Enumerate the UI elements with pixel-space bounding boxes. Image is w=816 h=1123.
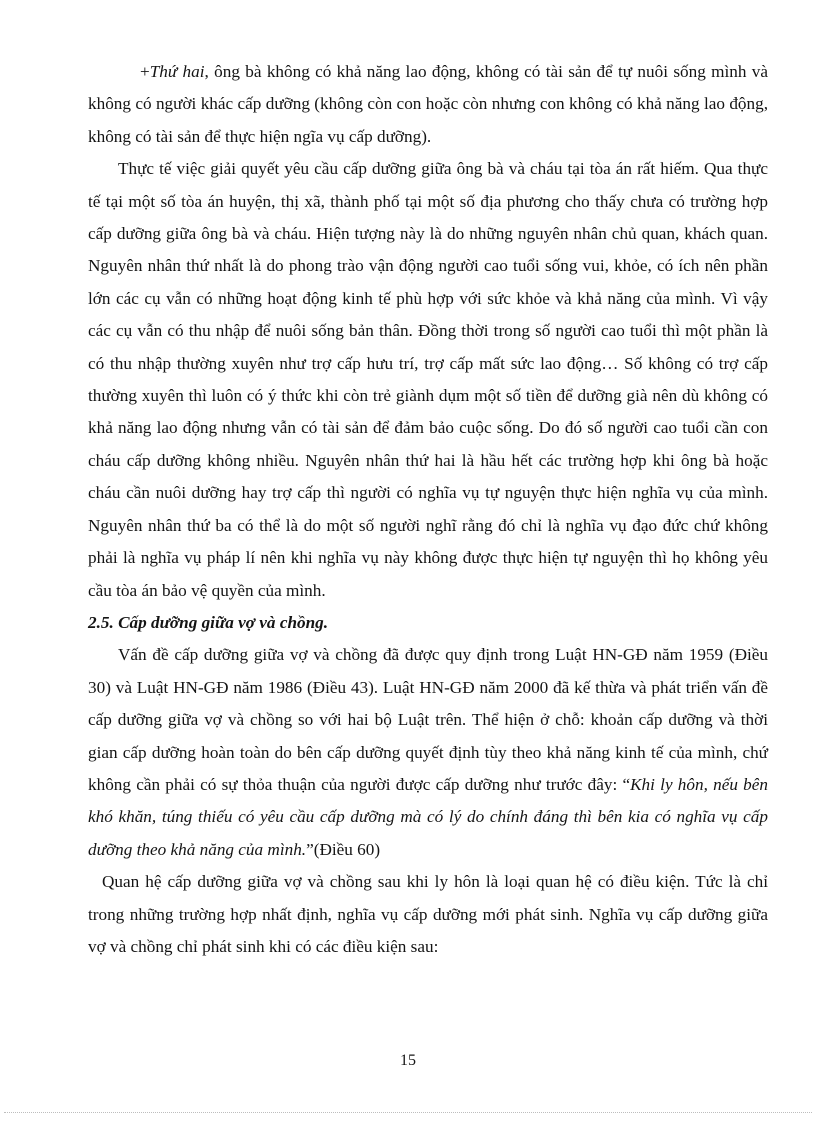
paragraph-thuc-te: Thực tế việc giải quyết yêu cầu cấp dưỡng giữa ông bà và cháu tại tòa án rất hiếm. Qua thực tế tại một số tòa án huyện, thị xã, thành phố tại một số địa phương cho thấy chưa có trường hợp cấp dưỡng giữa ông bà và cháu. Hiện tượng này là do những nguyên nhân chủ quan, khách quan. Nguyên nhân thứ nhất là do phong trào vận động người cao tuổi sống vui, khỏe, có ích nên phần lớn các cụ vẫn có những hoạt động kinh tế phù hợp với sức khỏe và khả năng của mình. Vì vậy các cụ vẫn có thu nhập để nuôi sống bản thân. Đồng thời trong số người cao tuổi thì một phần là có thu nhập thường xuyên như trợ cấp hưu trí, trợ cấp mất sức lao động… Số không có trợ cấp thường xuyên thì luôn có ý thức khi còn trẻ giành dụm một số tiền để dưỡng già nên dù không có khả năng lao động nhưng vẫn có tài sản để đảm bảo cuộc sống. Do đó số người cao tuổi cần con cháu cấp dưỡng không nhiều. Nguyên nhân thứ hai là hầu hết các trường hợp khi ông bà hoặc cháu cần nuôi dưỡng hay trợ cấp thì người có nghĩa vụ tự nguyện thực hiện nghĩa vụ của mình. Nguyên nhân thứ ba có thể là do một số người nghĩ rằng đó chỉ là nghĩa vụ đạo đức chứ không phải là nghĩa vụ pháp lí nên khi nghĩa vụ này không được thực hiện tự nguyện thì họ không yêu cầu tòa án bảo vệ quyền của mình. <box>88 159 768 600</box>
law-quote: Khi ly hôn, nếu bên khó khăn, túng thiếu có yêu cầu cấp dưỡng mà có lý do chính đáng thì bên kia có nghĩa vụ cấp dưỡng theo khả năng của mình. <box>88 774 768 859</box>
lead-italic-text: Thứ hai <box>149 62 205 81</box>
paragraph-quan-he: Quan hệ cấp dưỡng giữa vợ và chồng sau khi ly hôn là loại quan hệ có điều kiện. Tức là chỉ trong những trường hợp nhất định, nghĩa vụ cấp dưỡng mới phát sinh. Nghĩa vụ cấp dưỡng giữa vợ và chồng chỉ phát sinh khi có các điều kiện sau: <box>88 872 768 956</box>
paragraph-thu-hai <box>88 56 768 153</box>
page-bottom-divider <box>4 1112 812 1113</box>
paragraph-text: , ông bà không có khả năng lao động, không có tài sản để tự nuôi sống mình và không có người khác cấp dưỡng (không còn con hoặc còn nhưng con không có khả năng lao động, không có tài sản để thực hiện ngĩa vụ cấp dưỡng). <box>88 62 768 146</box>
section-heading: 2.5. Cấp dưỡng giữa vợ và chồng. <box>88 612 329 632</box>
list-marker: + <box>140 62 150 81</box>
paragraph-van-de <box>88 639 768 866</box>
quote-citation: ”(Điều 60) <box>306 839 381 859</box>
document-body <box>88 56 768 963</box>
paragraph-text: Vấn đề cấp dưỡng giữa vợ và chồng đã được quy định trong Luật HN-GĐ năm 1959 (Điều 30) và Luật HN-GĐ năm 1986 (Điều 43). Luật HN-GĐ năm 2000 đã kế thừa và phát triển vấn đề cấp dưỡng giữa vợ và chồng so với hai bộ Luật trên. Thể hiện ở chỗ: khoản cấp dưỡng và thời gian cấp dưỡng hoàn toàn do bên cấp dưỡng quyết định tùy theo khả năng kinh tế của mình, chứ không cần phải có sự thỏa thuận của người được cấp dưỡng như trước đây: “ <box>88 645 768 794</box>
page-number: 15 <box>400 1052 416 1069</box>
